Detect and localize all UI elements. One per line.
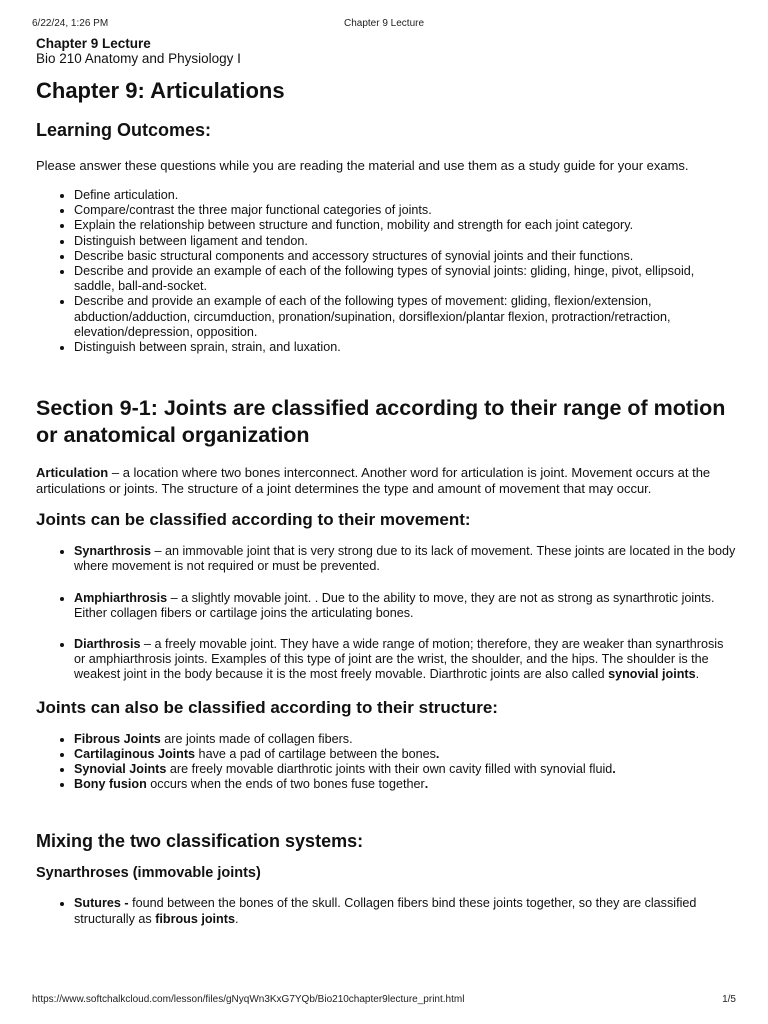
list-item: • Distinguish between sprain, strain, and luxation. [74, 340, 738, 355]
page-url: https://www.softchalkcloud.com/lesson/files/gNyqWn3KxG7YQb/Bio210chapter9lecture_print.html [32, 994, 465, 1005]
articulation-term: Articulation [36, 465, 109, 481]
movement-heading: Joints can be classified according to their movement: [36, 510, 471, 530]
list-item: • Synarthrosis – an immovable joint that is very strong due to its lack of movement. These joints are located in the body where movement is not required or must be prevented. [74, 544, 738, 574]
synarthroses-subheading: Synarthroses (immovable joints) [36, 865, 261, 882]
chapter-title: Chapter 9: Articulations [36, 78, 285, 103]
print-footer [32, 994, 736, 1008]
list-item: • Distinguish between ligament and tendon. [74, 234, 738, 249]
movement-list [36, 544, 738, 682]
list-item: • Describe and provide an example of each of the following types of synovial joints: gliding, hinge, pivot, ellipsoid, saddle, ball-and-socket. [74, 264, 738, 294]
structure-list [36, 732, 738, 793]
list-item: • Synovial Joints are freely movable diarthrotic joints with their own cavity filled with synovial fluid. [74, 762, 738, 777]
list-item: • Compare/contrast the three major functional categories of joints. [74, 203, 738, 218]
list-item: • Describe and provide an example of each of the following types of movement: gliding, flexion/extension, abduction/adduction, circumduction, pronation/supination, dorsiflexion/plantar flexion, protraction/retraction, elevation/depression, opposition. [74, 294, 738, 340]
lesson-title: Chapter 9 Lecture [36, 36, 151, 51]
course-name: Bio 210 Anatomy and Physiology I [36, 51, 241, 66]
list-item: • Diarthrosis – a freely movable joint. They have a wide range of motion; therefore, they are weaker than synarthrosis or amphiarthrosis joints. Examples of this type of joint are the wrist, the shoulder, and the hips. The shoulder is the weakest joint in the body because it is the most freely movable. Diarthrotic joints are also called synovial joints. [74, 637, 738, 683]
print-page-title: Chapter 9 Lecture [343, 18, 425, 29]
list-item: • Amphiarthrosis – a slightly movable joint. . Due to the ability to move, they are not as strong as synarthrotic joints. Either collagen fibers or cartilage joins the articulating bones. [74, 591, 738, 621]
section-title: Section 9-1: Joints are classified according to their range of motion or anatomical organization [36, 396, 726, 448]
page-number: 1/5 [722, 994, 736, 1005]
list-item: • Sutures - found between the bones of the skull. Collagen fibers bind these joints together, so they are classified structurally as fibrous joints. [74, 896, 738, 926]
learning-outcomes-intro: Please answer these questions while you are reading the material and use them as a study guide for your exams. [36, 158, 689, 173]
list-item: • Explain the relationship between structure and function, mobility and strength for each joint category. [74, 218, 738, 233]
learning-outcomes-heading: Learning Outcomes: [36, 120, 212, 140]
mixing-heading: Mixing the two classification systems: [36, 831, 364, 852]
learning-outcomes-list [36, 188, 738, 355]
list-item: • Describe basic structural components and accessory structures of synovial joints and their functions. [74, 249, 738, 264]
lesson-content [36, 36, 738, 927]
list-item: • Bony fusion occurs when the ends of two bones fuse together. [74, 777, 738, 792]
structure-heading: Joints can also be classified according to their structure: [36, 697, 498, 717]
list-item: • Define articulation. [74, 188, 738, 203]
mixing-list [36, 896, 738, 926]
articulation-definition: Articulation – a location where two bones interconnect. Another word for articulation is joint. Movement occurs at the articulations or joints. The structure of a joint determines the type and amount of movement that may occur. [36, 465, 711, 497]
list-item: • Cartilaginous Joints have a pad of cartilage between the bones. [74, 747, 738, 762]
print-header [32, 18, 736, 32]
list-item: • Fibrous Joints are joints made of collagen fibers. [74, 732, 738, 747]
print-date: 6/22/24, 1:26 PM [32, 18, 109, 29]
